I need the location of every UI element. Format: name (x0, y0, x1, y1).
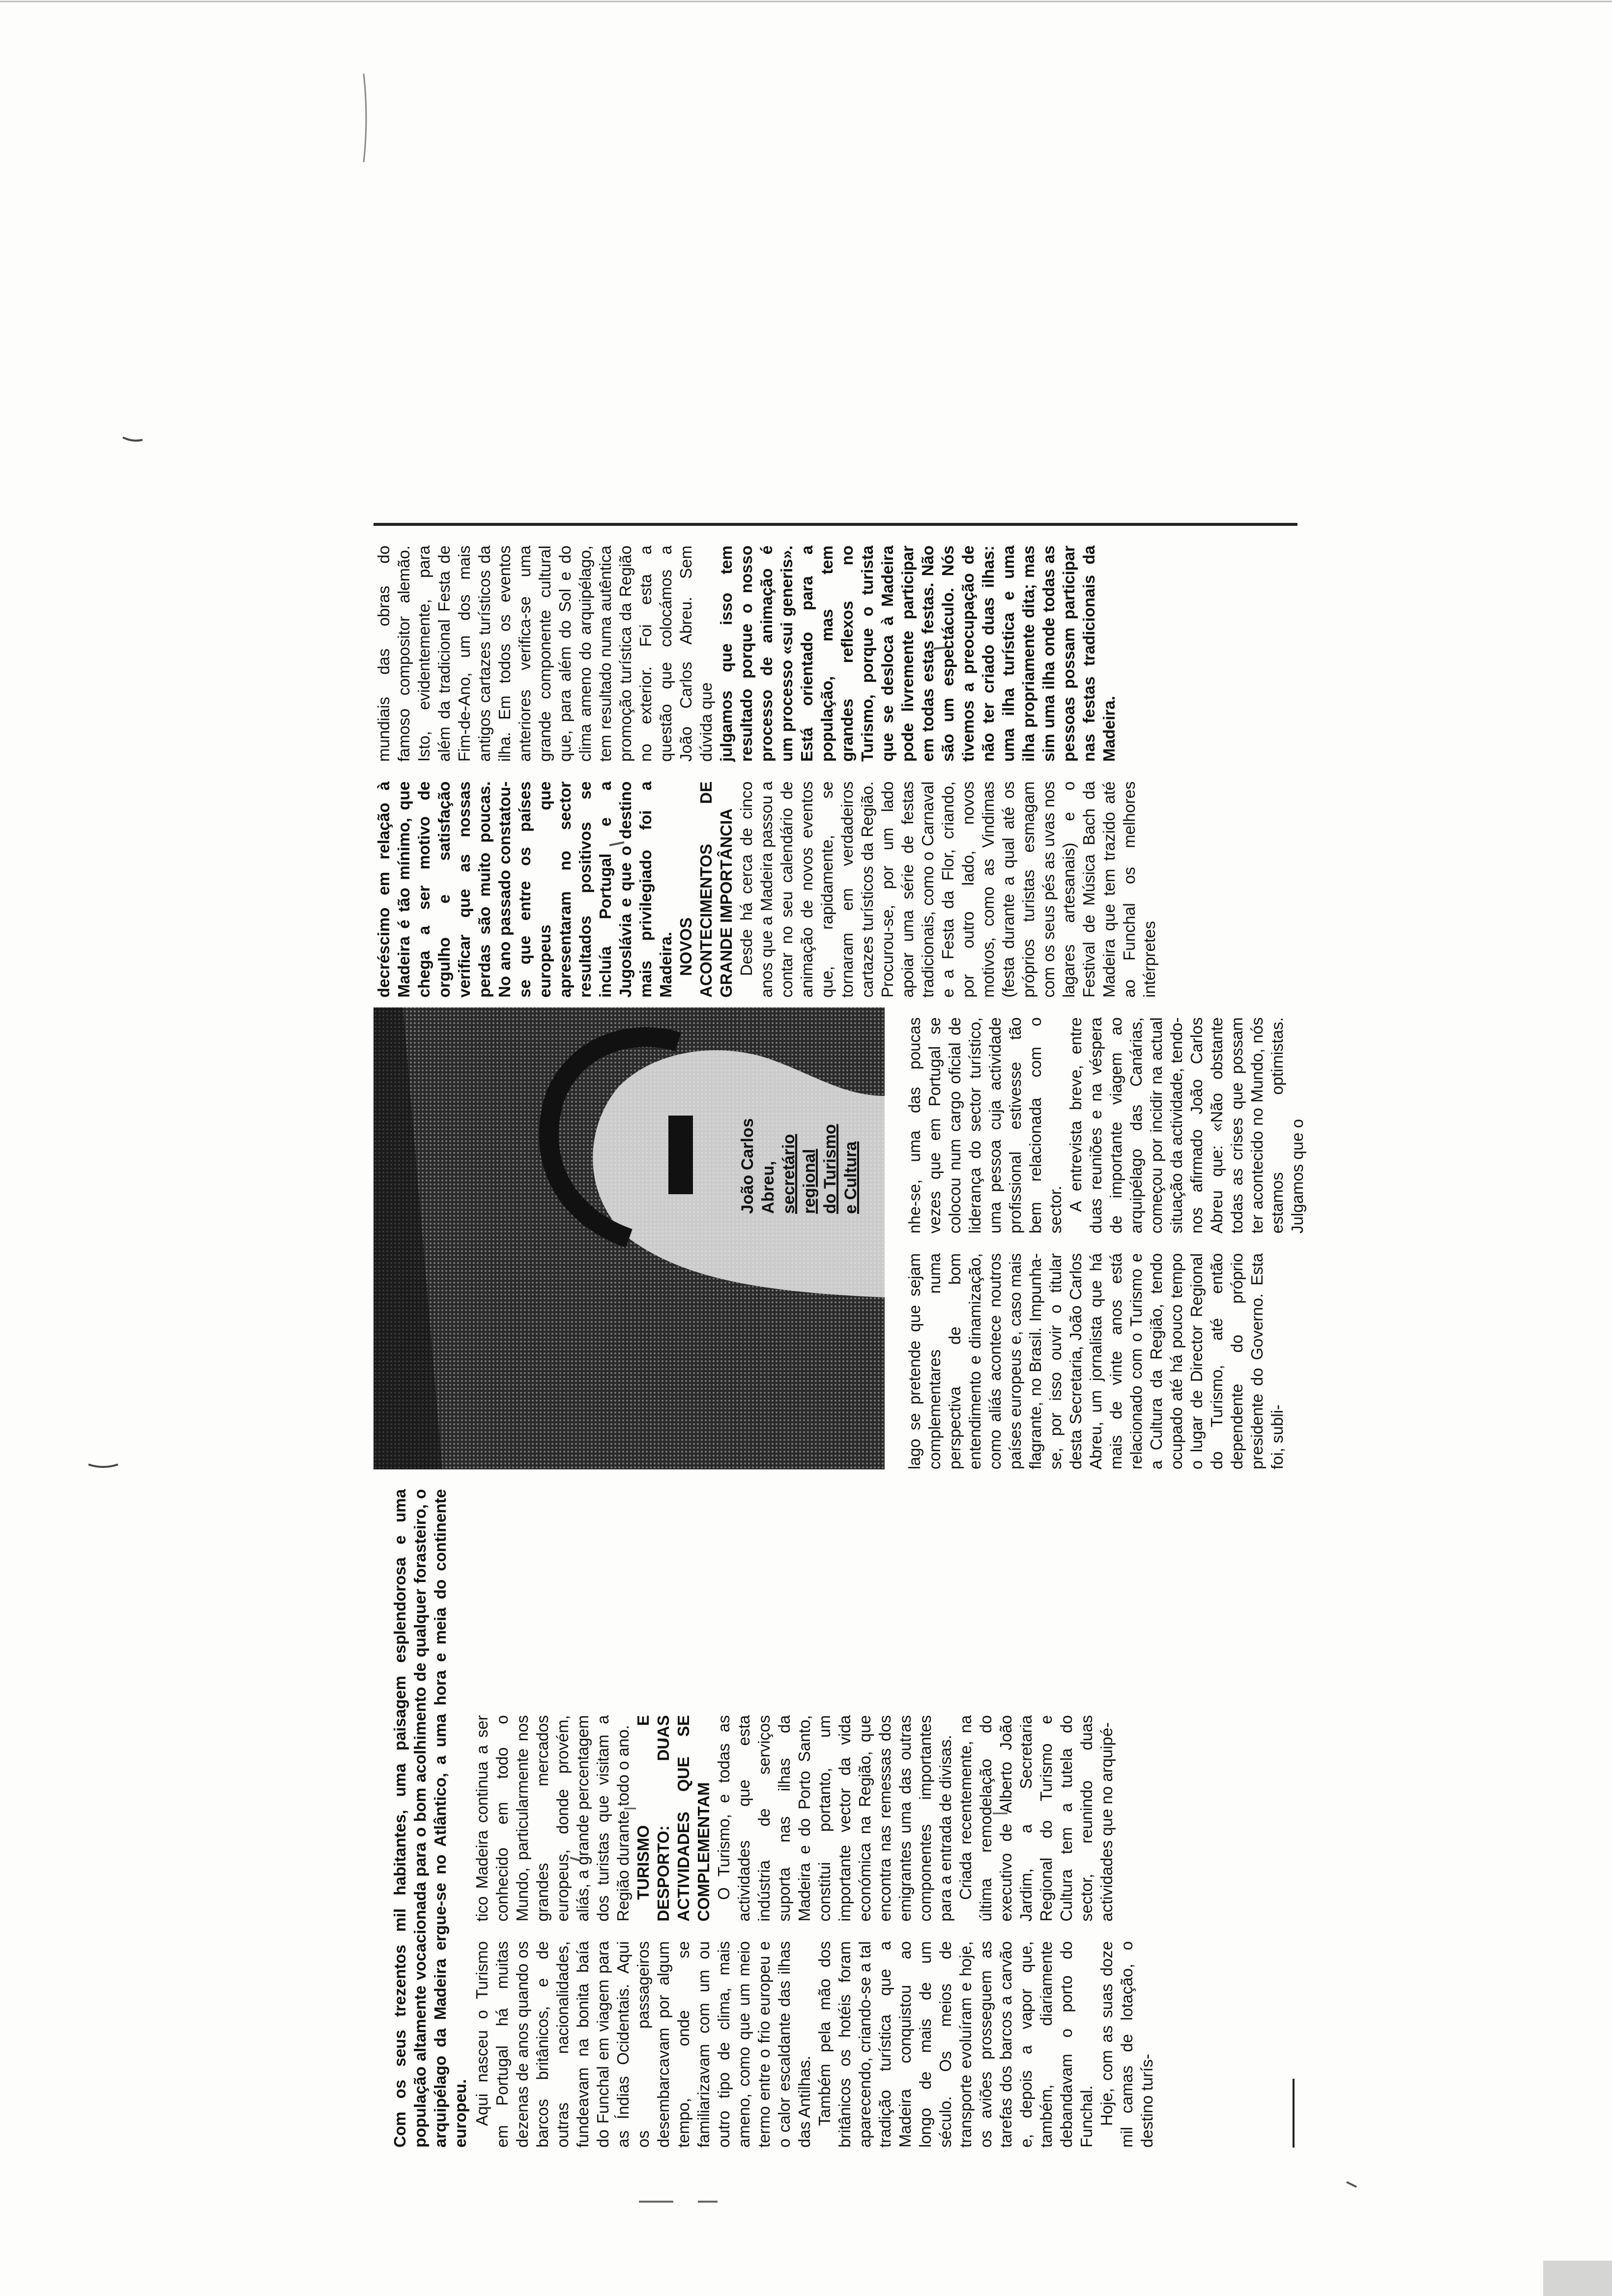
photo-caption (737, 1027, 861, 1214)
column-2 (472, 1715, 1117, 1922)
paragraph: Também pela mão dos britânicos os hotéis foram aparecendo, criando-se a tal tradição turística que a Madeira conquistou ao longo de mais de um século. Os meios de transporte evoluíram e hoje, os aviões prosseguem as tarefas dos barcos a carvão e, depois a vapor que, também, diariamente debandavam o porto do Funchal. (815, 1941, 1095, 2148)
speck (364, 74, 366, 162)
caption-line: e Cultura (841, 1141, 860, 1214)
paragraph: decréscimo em relação à Madeira é tão mínimo, que chega a ser motivo de orgulho e satisfação verificar que as nossas perdas são muito poucas. No ano passado constatou-se que entre os países europeus que apresentaram no sector resultados positivos se incluía Portugal e a Jugoslávia e que o destino mais privilegiado foi a Madeira. (374, 781, 675, 998)
caption-line: secretário (779, 1134, 798, 1214)
paragraph: O Turismo, e todas as actividades que esta indústria de serviços suporta nas ilhas da Madeira e do Porto Santo, constitui portanto, um importante vector da vida económica na Região, que encontra nas remessas dos emigrantes uma das outras componentes importantes para a entrada de divisas. (715, 1715, 954, 1922)
paragraph: nhe-se, uma das poucas vezes que em Portugal se colocou num cargo oficial de liderança do sector turístico, uma pessoa cuja actividade profissional estivesse tão bem relacionada com o sector. (905, 1017, 1065, 1234)
article-lead: Com os seus trezentos mil habitantes, uma paisagem esplendorosa e uma população altamente vocacionada para o bom acolhimento de qualquer forasteiro, o arquipélago da Madeira ergue-se no Atlântico, a uma hora e meia do continente europeu. (391, 1489, 469, 2148)
column-4 (904, 1017, 1307, 1234)
column-edge-rule (374, 523, 1297, 526)
caption-line: do Turismo (821, 1124, 839, 1214)
glasses-shape (668, 1116, 693, 1194)
caption-line: regional (800, 1148, 819, 1214)
speck (123, 437, 143, 441)
paragraph: tico Madeira continua a ser conhecido em todo o Mundo, particularmente nos grandes mercados europeus, donde provém, aliás, a grande percentagem dos turistas que visitam a Região durante todo o ano. (473, 1715, 632, 1922)
paragraph: Aqui nasceu o Turismo em Portugal há muitas dezenas de anos quando os barcos britânicos, e de outras nacionalidades, fundeavam na bonita baía do Funchal em viagem para as Índias Ocidentais. Aqui os passageiros desembarcavam por algum tempo, onde se familiarizavam com um ou outro tipo de clima, mais ameno, como que um meio termo entre o frio europeu e o calor escaldante das ilhas das Antilhas. (473, 1941, 813, 2148)
section-subhead: NOVOS ACONTECIMENTOS DE GRANDE IMPORTÂNCIA (677, 781, 735, 998)
paragraph: lago se pretende que sejam complementares numa perspectiva de bom entendimento e dinamização, como aliás acontece noutros países europeus e, caso mais flagrante, no Brasil. Impunha-se, por isso ouvir o titular desta Secretaria, João Carlos Abreu, um jornalista que há mais de vinte anos está relacionado com o Turismo e a Cultura da Região, tendo ocupado até há pouco tempo o lugar de Director Regional do Turismo, até então dependente do próprio presidente do Governo. Esta foi, subli- (905, 1253, 1286, 1469)
section-subhead: TURISMO E DESPORTO: DUAS ACTIVIDADES QUE SE COMPLEMENTAM (634, 1715, 713, 1922)
paragraph: mundiais das obras do famoso compositor alemão. Isto, evidentemente, para além da tradicional Festa de Fim-de-Ano, um dos mais antigos cartazes turísticos da ilha. Em todos os eventos anteriores verifica-se uma grande componente cultural que, para além do Sol e do clima ameno do arquipélago, tem resultado numa autêntica promoção turística da Região no exterior. Foi esta a questão que colocámos a João Carlos Abreu. Sem dúvida que (374, 545, 715, 762)
speck (1347, 2182, 1356, 2187)
paragraph: Hoje, com as suas doze mil camas de lotação, o destino turís- (1097, 1941, 1156, 2148)
corner-smudge (1543, 2261, 1612, 2296)
paragraph: Desde há cerca de cinco anos que a Madeira passou a contar no seu calendário de animação de novos eventos que, rapidamente, se tornaram em verdadeiros cartazes turísticos da Região. Procurou-se, por um lado apoiar uma série de festas tradicionais, como o Carnaval e a Festa da Flor, criando, por outro lado, novos motivos, como as Vindimas (festa durante a qual até os próprios turistas esmagam com os seus pés as uvas nos lagares artesanais) e o Festival de Música Bach da Madeira que tem trazido até ao Funchal os melhores intérpretes (737, 781, 1158, 998)
caption-line: Abreu, (759, 1161, 777, 1214)
newspaper-clipping (374, 84, 1307, 2148)
paragraph: A entrevista breve, entre duas reuniões e na véspera de importante viagem ao arquipélago das Canárias, começou por incidir na actual situação da actividade, tendo-nos afirmado João Carlos Abreu que: «Não obstante todas as crises que possam ter acontecido no Mundo, nós estamos optimistas. Julgamos que o (1066, 1017, 1306, 1234)
column-3 (904, 1253, 1287, 1469)
column-1 (472, 1941, 1157, 2148)
bottom-rule (1293, 2079, 1295, 2148)
paragraph: Criada recentemente, na última remodelação do executivo de Alberto João Jardim, a Secretaria Regional do Turismo e Cultura tem a tutela do sector, reunindo duas actividades que no arquipé- (956, 1715, 1116, 1922)
column-6 (374, 545, 1119, 762)
speck (88, 1464, 118, 1467)
column-5 (374, 781, 1159, 998)
caption-line: João Carlos (738, 1118, 757, 1214)
paragraph: julgamos que isso tem resultado porque o nosso processo de animação é um processo «sui generis». Está orientado para a população, mas tem grandes reflexos no Turismo, porque o turista que se desloca à Madeira pode livremente participar em todas estas festas. Não são um espectáculo. Nós tivemos a preocupação de não ter criado duas ilhas: uma ilha turística e uma ilha propriamente dita; mas sim uma ilha onde todas as pessoas possam participar nas festas tradicionais da Madeira. (717, 545, 1118, 762)
